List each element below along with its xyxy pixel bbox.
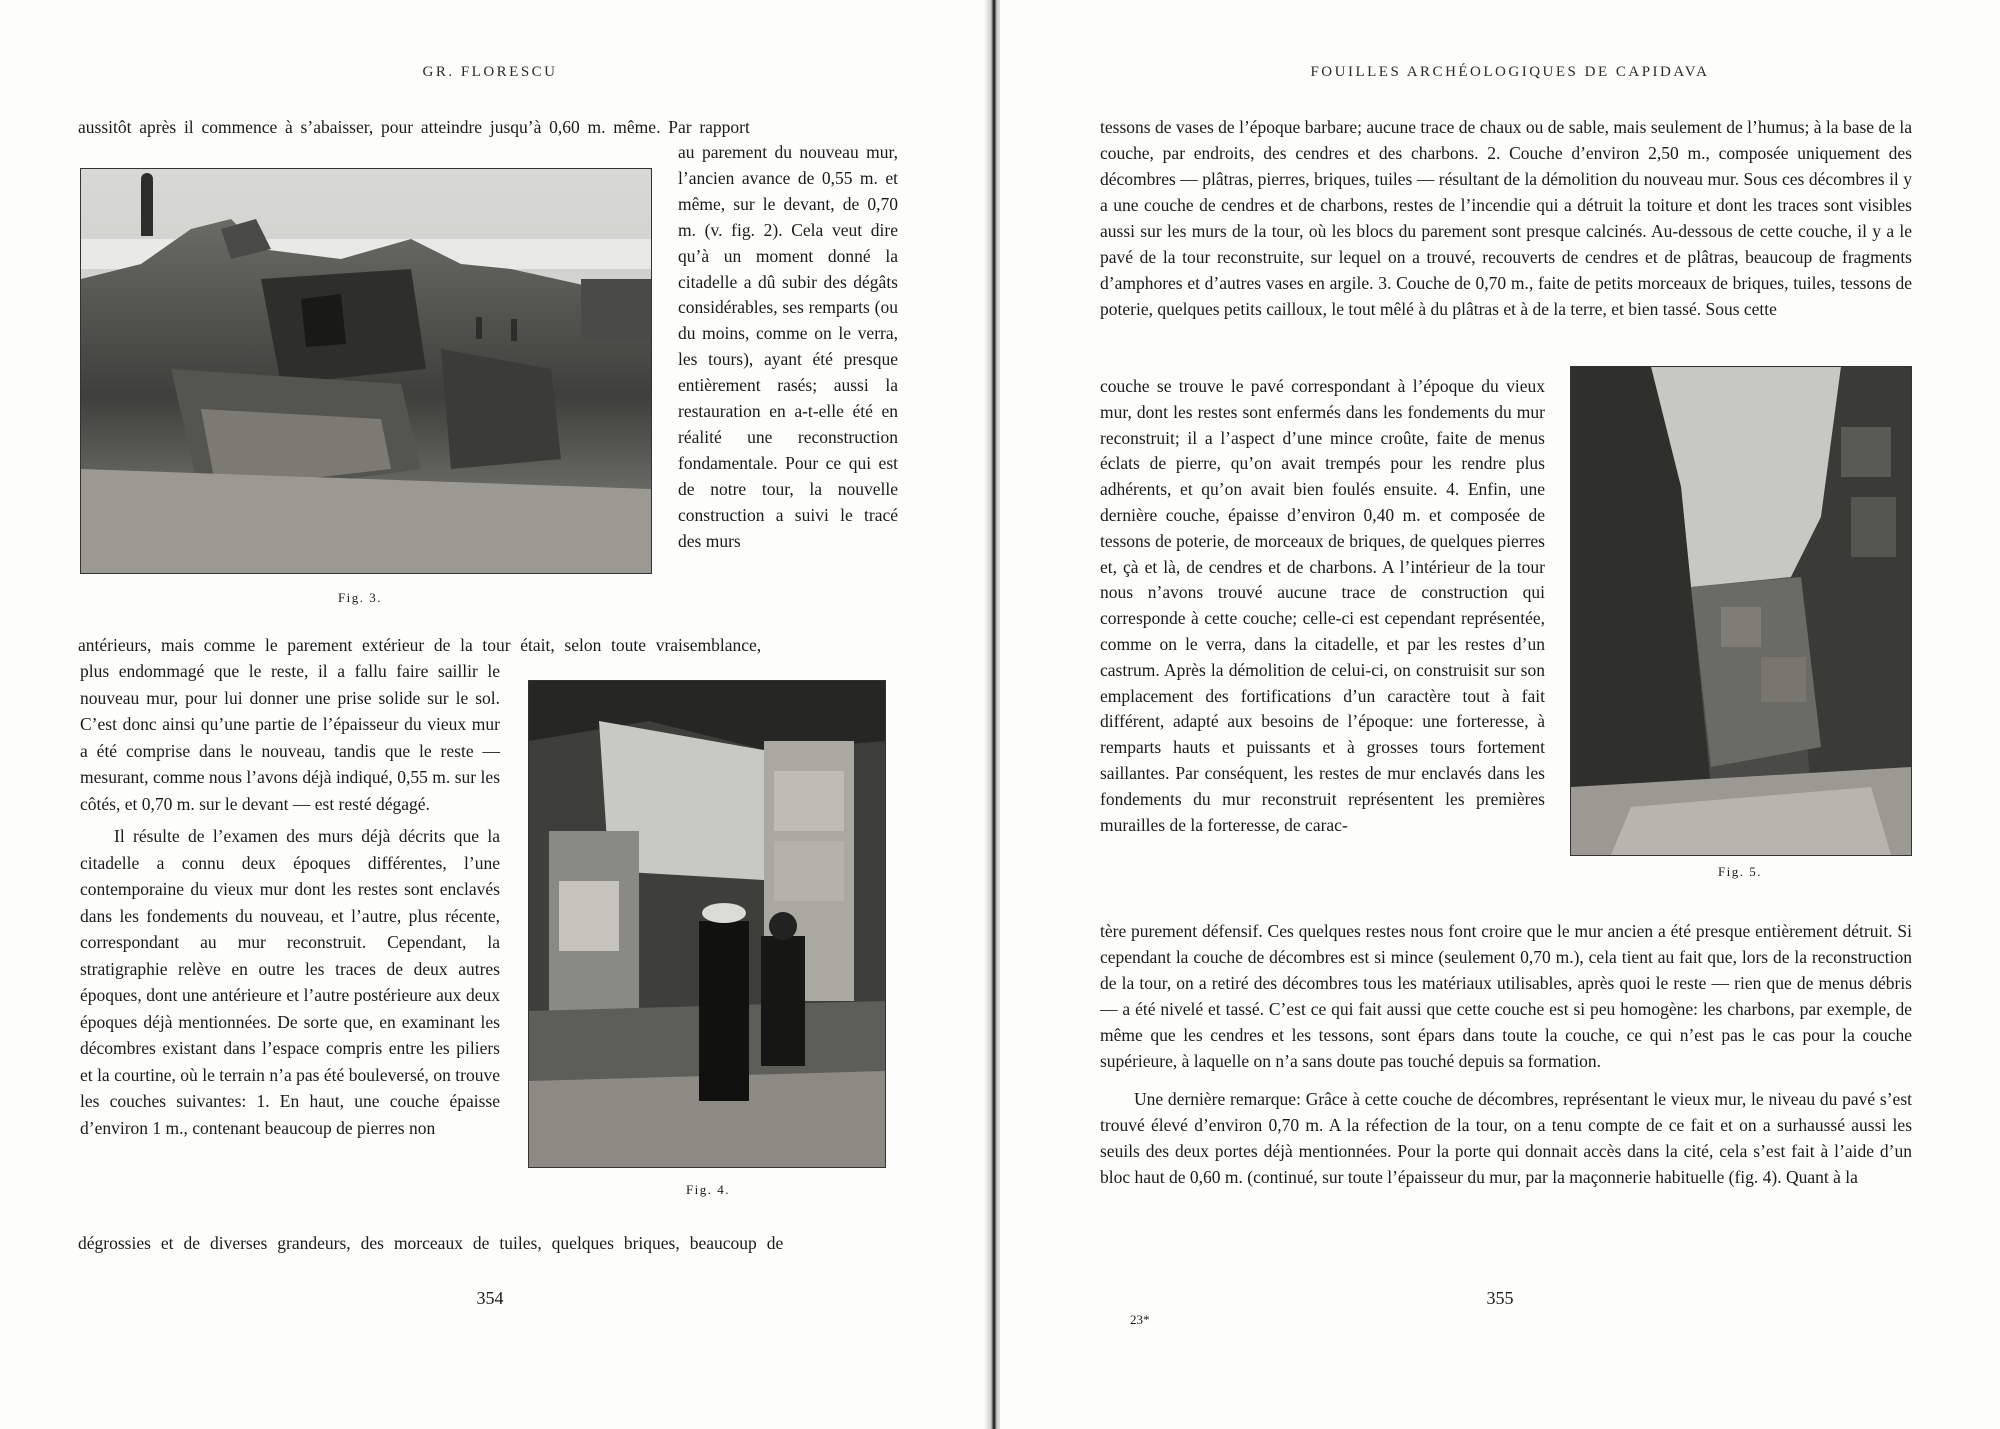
figure-4-photo <box>528 680 886 1168</box>
right-bottom-text-2: Une dernière remarque: Grâce à cette couche de décombres, représentant le vieux mur, le niveau du pavé s’est trouvé élevé d’environ 0,70 m. A la réfection de la tour, on a tenu compte de ce fait et on a surhaussé aussi les seuils des deux portes déjà mentionnées. Pour la porte qui donnait accès dans la cité, cela s’est fait à l’aide d’un bloc haut de 0,60 m. (continué, sur toute l’épaisseur du mur, par la maçonnerie habituelle (fig. 4). Quant à la <box>1100 1089 1912 1187</box>
left-last-line: dégrossies et de diverses grandeurs, des morceaux de tuiles, quelques briques, beaucoup de <box>78 1233 784 1253</box>
right-page-number: 355 <box>1486 1288 1514 1308</box>
right-running-head: FOUILLES ARCHÉOLOGIQUES DE CAPIDAVA <box>1310 64 1710 80</box>
figure-4-caption: Fig. 4. <box>685 1182 731 1197</box>
figure-3-caption: Fig. 3. <box>337 590 383 605</box>
left-page-number: 354 <box>476 1288 504 1308</box>
right-bottom-text: tère purement défensif. Ces quelques restes nous font croire que le mur ancien a été presque entièrement détruit. Si cependant la couche de décombres est si mince (seulement 0,70 m.), cela tient au fait que, lors de la reconstruction de la tour, on a retiré des décombres tous les matériaux utilisables, après quoi le reste — rien que de menus débris — a été nivelé et tassé. C’est ce qui fait aussi que cette couche est si peu homogène: les charbons, par exemple, de même que les cendres et les tessons, sont épars dans toute la couche, ce qui n’est pas le cas pour la couche supérieure, à laquelle on n’a sans doute pas touché depuis sa formation. <box>1100 921 1912 1071</box>
left-full-line: antérieurs, mais comme le parement extérieur de la tour était, selon toute vraisemblance, <box>78 635 762 655</box>
signature-mark: 23* <box>1130 1312 1150 1327</box>
left-running-head: GR. FLORESCU <box>422 64 558 80</box>
right-top-text: tessons de vases de l’époque barbare; aucune trace de chaux ou de sable, mais seulement de l’humus; à la base de la couche, par endroits, des cendres et des charbons. 2. Couche d’environ 2,50 m., composée uniquement des décombres — plâtras, pierres, briques, tuiles — résultant de la démolition du nouveau mur. Sous ces décombres il y a une couche de cendres et de charbons, restes de l’incendie qui a détruit la toiture et dont les traces sont visibles aussi sur les murs de la tour, où les blocs du parement sont presque calcinés. Au-dessous de cette couche, il y a le pavé de la tour reconstruite, sur lequel on a trouvé, recouverts de cendres et de plâtras, beaucoup de fragments d’amphores et d’autres vases en argile. 3. Couche de 0,70 m., faite de petits morceaux de briques, tuiles, tessons de poterie, quelques petits cailloux, le tout mêlé à du plâtras et à de la terre, et bien tassé. Sous cette <box>1100 117 1912 319</box>
left-first-line: aussitôt après il commence à s’abaisser, pour atteindre jusqu’à 0,60 m. même. Par rapport <box>78 117 750 137</box>
left-page <box>0 0 990 1429</box>
left-paragraph-1: plus endommagé que le reste, il a fallu faire saillir le nouveau mur, pour lui donner une prise solide sur le sol. C’est donc ainsi qu’une partie de l’épaisseur du vieux mur a été comprise dans le nouveau, tandis que le reste — mesurant, comme nous l’avons déjà indiqué, 0,55 m. sur les côtés, et 0,70 m. sur le devant — est resté dégagé. <box>80 661 500 814</box>
right-column-text: couche se trouve le pavé correspondant à l’époque du vieux mur, dont les restes sont enfermés dans les fondements du mur reconstruit; il a l’aspect d’une mince croûte, faite de menus éclats de pierre, qu’on avait trempés pour les rendre plus adhérents, et qu’on avait bien foulés ensuite. 4. Enfin, une dernière couche, épaisse d’environ 0,40 m. et composée de tessons de poterie, de morceaux de briques, de quelques pierres et, çà et là, de cendres et de charbons. A l’intérieur de la tour nous n’avons trouvé aucune trace de construction qui corresponde à cette couche; celle-ci est cependant représentée, comme on le verra, dans la citadelle, et par les restes d’un castrum. Après la démolition de celui-ci, on construisit sur son emplacement des fortifications d’un caractère tout à fait différent, adapté aux besoins de l’époque: une forteresse, à remparts hauts et puissants et à grosses tours fortement saillantes. Par conséquent, les restes de mur enclavés dans les fondements du mur reconstruit représentent les premières murailles de la forteresse, de carac- <box>1100 376 1545 835</box>
left-paragraph-2: Il résulte de l’examen des murs déjà décrits que la citadelle a connu deux époques différentes, l’une contemporaine du vieux mur dont les restes sont enclavés dans les fondements du nouveau, et l’autre, plus récente, correspondant au mur reconstruit. Cependant, la stratigraphie relève en outre les traces de deux autres époques, dont une antérieure et l’autre postérieure aux deux époques déjà mentionnées. De sorte que, en examinant les décombres existant dans l’espace compris entre les piliers et la courtine, où le terrain n’a pas été bouleversé, on trouve les couches suivantes: 1. En haut, une couche épaisse d’environ 1 m., contenant beaucoup de pierres non <box>80 826 500 1138</box>
figure-3-photo <box>80 168 652 574</box>
left-lower-column <box>80 658 500 1141</box>
right-lower-block <box>1100 918 1912 1190</box>
right-page <box>1000 0 2000 1429</box>
figure-5-photo <box>1570 366 1912 856</box>
figure-5-caption: Fig. 5. <box>1717 864 1763 879</box>
left-right-column-text: au parement du nouveau mur, l’ancien avance de 0,55 m. et même, sur le devant, de 0,70 m. (v. fig. 2). Cela veut dire qu’à un moment donné la citadelle a dû subir des dégâts considérables, ses remparts (ou du moins, comme on le verra, les tours), ayant été presque entièrement rasés; aussi la restauration en a-t-elle été en réalité une reconstruction fondamentale. Pour ce qui est de notre tour, la nouvelle construction a suivi le tracé des murs <box>678 142 898 551</box>
